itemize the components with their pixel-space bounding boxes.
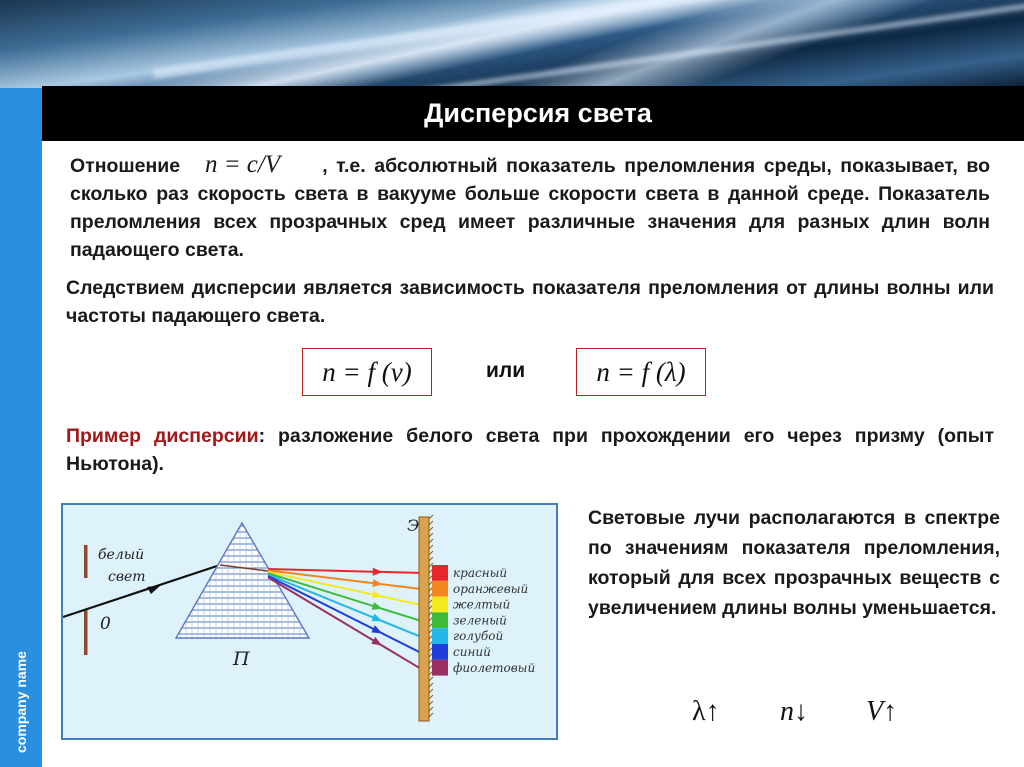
spectrum-label-5: синий xyxy=(453,645,491,659)
spectrum-label-2: желтый xyxy=(453,597,511,612)
spectrum-label-4: голубой xyxy=(453,629,504,644)
screen xyxy=(419,517,429,721)
spectrum-label-0: красный xyxy=(453,566,508,580)
spectrum-cell-6 xyxy=(432,660,448,676)
origin-label: 0 xyxy=(100,614,111,634)
spectrum-cell-5 xyxy=(432,644,448,660)
ray-arrow-0 xyxy=(373,568,383,576)
prism-label: П xyxy=(233,648,250,670)
formula-lambda-up: λ↑ xyxy=(692,696,720,727)
formula-n-c-v: n = c/V xyxy=(204,151,281,178)
white-light-label-2: свет xyxy=(108,569,146,585)
or-label: или xyxy=(486,359,526,382)
spectrum-cell-1 xyxy=(432,581,448,597)
spectrum-label-3: зеленый xyxy=(453,613,507,628)
spectrum-label-6: фиолетовый xyxy=(453,660,536,675)
inline-formula-slot xyxy=(189,151,314,180)
aperture-upper xyxy=(84,545,88,578)
slide-title xyxy=(42,86,1024,141)
white-light-label-1: белый xyxy=(98,547,145,563)
prism-dispersion-diagram xyxy=(61,503,558,740)
definition-prefix: Отношение xyxy=(70,155,181,177)
formula-box-frequency: n = f (ν) xyxy=(302,348,432,396)
spectrum-cell-2 xyxy=(432,597,448,613)
ray-arrow-4 xyxy=(372,614,383,621)
paragraph-explanation: Световые лучи располагаются в спектре по значениям показателя преломления, который для всех прозрачных веществ с увеличением длины волны уменьшается. xyxy=(588,507,1000,619)
spectrum-cell-3 xyxy=(432,612,448,628)
spectrum-cell-0 xyxy=(432,565,448,581)
example-rest: : разложение белого света при прохождении его через призму (опыт Ньютона). xyxy=(66,425,994,475)
spectrum-label-1: оранжевый xyxy=(453,581,529,596)
formula-n-down: n↓ xyxy=(780,696,808,727)
ray-arrow-5 xyxy=(371,625,382,633)
company-name-label: company name xyxy=(13,651,29,753)
example-label: Пример дисперсии xyxy=(66,425,259,447)
prism-diagram-svg xyxy=(63,505,556,738)
definition-rest: , т.е. абсолютный показатель преломления среды, показывает, во сколько раз скорость света в вакууме больше скорости света в данной среде. Показатель преломления всех прозрачных сред имеет различные значения для разных длин волн падающего света. xyxy=(70,155,991,261)
formula-box-wavelength: n = f (λ) xyxy=(576,348,706,396)
aperture-lower xyxy=(84,610,88,655)
ray-arrow-6 xyxy=(371,637,382,646)
slide-title-text: Дисперсия света xyxy=(424,98,652,128)
incident-arrow xyxy=(147,585,161,594)
spectrum-band xyxy=(432,565,535,676)
ray-arrow-1 xyxy=(372,579,382,587)
spectrum-cell-4 xyxy=(432,628,448,644)
ray-arrow-3 xyxy=(372,602,383,610)
header-banner-image xyxy=(0,0,1024,88)
screen-label: Э xyxy=(407,516,420,535)
paragraph-consequence: Следствием дисперсии является зависимость показателя преломления от длины волны или частоты падающего света. xyxy=(66,277,994,327)
formula-v-up: V↑ xyxy=(866,696,898,727)
paragraph-example xyxy=(66,422,994,478)
paragraph-definition xyxy=(70,151,990,264)
